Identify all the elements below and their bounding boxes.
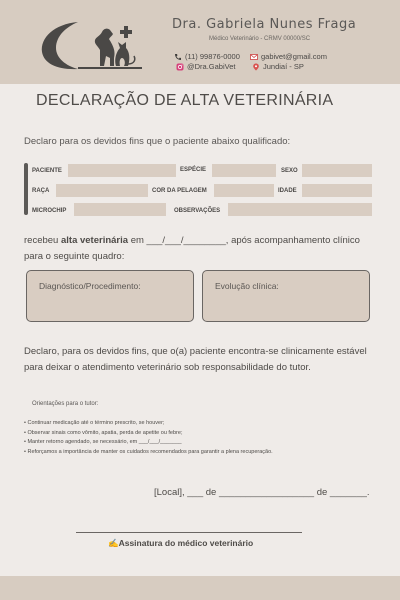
field-especie[interactable]: [212, 164, 276, 177]
list-item: • Manter retorno agendado, se necessário, em ___/___/_______: [24, 438, 273, 448]
email-text: gabivet@gmail.com: [261, 52, 327, 61]
list-item: • Reforçamos a importância de manter os cuidados recomendados para garantir a plena recuperação.: [24, 448, 273, 458]
field-observacoes[interactable]: [228, 203, 372, 216]
doctor-subtitle: Médico Veterinário - CRMV 00000/SC: [209, 36, 311, 42]
phone-contact: [174, 52, 240, 61]
location-pin-icon: [252, 63, 260, 71]
phone-icon: [174, 53, 182, 61]
label-cor-pelagem: COR DA PELAGEM: [152, 188, 207, 194]
declaro-line-1: Declaro, para os devidos fins, que o(a) paciente encontra-se clinicamente estável: [24, 346, 367, 357]
diagnostico-label: Diagnóstico/Procedimento:: [39, 281, 141, 291]
evolucao-label: Evolução clínica:: [215, 281, 279, 291]
field-sexo[interactable]: [302, 164, 372, 177]
signature-label: ✍Assinatura do médico veterinário: [108, 538, 254, 548]
list-item: • Observar sinais como vômito, apatia, perda de apetite ou febre;: [24, 429, 273, 439]
dog-cat-cross-logo-icon: [38, 18, 150, 72]
email-contact: [250, 52, 327, 61]
orientacoes-list: [24, 419, 273, 457]
field-raca[interactable]: [56, 184, 148, 197]
email-icon: [250, 53, 258, 61]
received-line-1: [24, 233, 360, 249]
instagram-icon: [176, 63, 184, 71]
field-paciente[interactable]: [68, 164, 176, 177]
label-paciente: PACIENTE: [32, 168, 62, 174]
location-text: Jundiaí - SP: [263, 62, 304, 71]
date-line: [Local], ___ de __________________ de _______.: [154, 487, 370, 498]
document-title: DECLARAÇÃO DE ALTA VETERINÁRIA: [36, 92, 334, 109]
instagram-contact: [176, 62, 235, 71]
orientacoes-title: Orientações para o tutor:: [32, 401, 99, 407]
received-line-2: para o seguinte quadro:: [24, 251, 125, 262]
diagnostico-box[interactable]: [26, 270, 194, 322]
location-contact: [252, 62, 304, 71]
label-raca: RAÇA: [32, 188, 50, 194]
label-sexo: SEXO: [281, 168, 298, 174]
field-cor-pelagem[interactable]: [214, 184, 274, 197]
phone-text: (11) 99876-0000: [185, 52, 240, 61]
field-microchip[interactable]: [74, 203, 166, 216]
instagram-text: @Dra.GabiVet: [187, 62, 236, 71]
received-pre: recebeu: [24, 235, 61, 246]
evolucao-box[interactable]: [202, 270, 370, 322]
field-idade[interactable]: [302, 184, 372, 197]
list-item: • Continuar medicação até o término prescrito, se houver;: [24, 419, 273, 429]
doctor-name: Dra. Gabriela Nunes Fraga: [172, 17, 357, 32]
fields-accent-bar: [24, 163, 28, 215]
label-especie: ESPÉCIE: [180, 167, 207, 173]
intro-text: Declaro para os devidos fins que o paciente abaixo qualificado:: [24, 136, 291, 147]
received-bold: alta veterinária: [60, 235, 129, 246]
signature-line: [76, 532, 302, 533]
label-idade: IDADE: [278, 188, 297, 194]
footer-band: [0, 576, 400, 600]
declaro-line-2: para deixar o atendimento veterinário sob responsabilidade do tutor.: [24, 362, 311, 373]
label-observacoes: OBSERVAÇÕES: [174, 208, 221, 214]
label-microchip: MICROCHIP: [32, 208, 67, 214]
received-post: em ___/___/________, após acompanhamento clínico: [128, 235, 360, 246]
